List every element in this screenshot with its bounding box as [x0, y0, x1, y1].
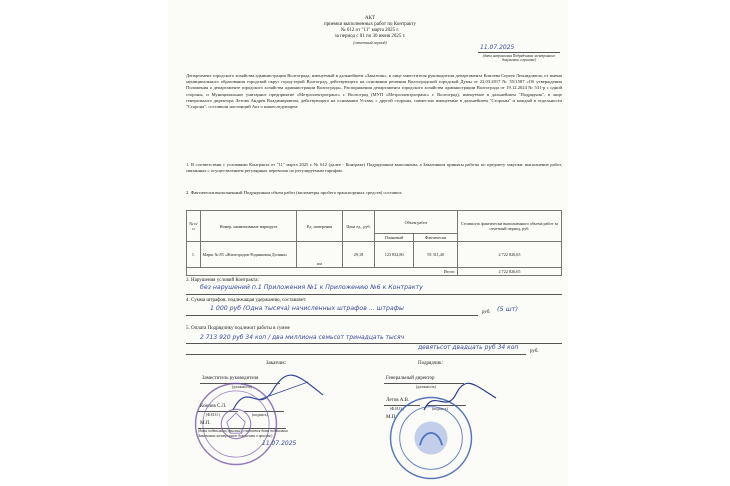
customer-heading: Заказчик: — [266, 361, 287, 366]
contractor-sign-note: (подпись) — [432, 407, 448, 411]
item-1: 1. В соответствии с условиями Контракта от "11" марта 2025 г. № 612 (далее - Контракт) Подрядчиком выполнены, а Заказчиком приняты работы по предмету закупки: выполнение работ, связанных с осуществлением регулярных перевозок по регулируемым тарифам. — [186, 162, 562, 174]
col-planned-header: Плановый — [375, 234, 414, 242]
col-num-header: № п/п — [187, 211, 201, 242]
customer-sign-note: (подпись) — [252, 413, 268, 417]
row-price: 29,18 — [343, 242, 375, 268]
row-name: Марш № 85 «Жилгородок-Родниковая Долина» — [201, 242, 297, 268]
customer-name-note: (Ф.И.О.) — [206, 413, 220, 417]
receipt-date-note: (дата направления Подрядчиком электронного документа о приемке) — [482, 54, 556, 63]
contractor-name-note: (Ф.И.О.) — [390, 407, 404, 411]
col-volume-header: Объем работ — [375, 211, 458, 234]
col-unit-header: Ед. измерения — [297, 211, 343, 242]
table-total-row — [187, 268, 562, 276]
col-actual-header: Фактически — [414, 234, 458, 242]
period-line: за период с 01 по 30 июня 2025 г. — [334, 34, 406, 39]
item-5-handwritten: 2 713 920 руб 34 коп / два миллиона семьсот тринадцать тысяч — [200, 334, 405, 341]
contractor-heading: Подрядчик: — [418, 361, 443, 366]
intro-paragraph: Департамент городского хозяйства администрации Волгограда, именуемый в дальнейшем «Заказчик», в лице заместителя руководителя департамента Комлева Сергея Леонидовича, от имени муниципального образования городской округ город-герой Волгоград, действующего на основании решения Волгоградской городской Думы от 22.03.2017 № 55/1587 «Об утверждении Положения о департаменте городского хозяйства администрации Волгограда», Распоряжения департамента городского хозяйства администрации Волгограда от 19.12.2024 № 531-р с одной стороны, и Муниципальное унитарное предприятие «Метроэлектротранс» г. Волгоград (МУП «Метроэлектротранс» г. Волгоград), именуемое в дальнейшем "Подрядчик", в лице генерального директора Летова Андрея Владимировича, действующего на основании Устава, с другой стороны, совместно именуемые в дальнейшем "Стороны" и каждый в отдельности "Сторона", составили настоящий Акт о нижеследующем: — [186, 73, 562, 110]
row-unit: км — [297, 242, 343, 268]
item-5-line-2 — [186, 354, 526, 355]
row-actual: 93 311,40 — [414, 242, 458, 268]
customer-signature — [228, 370, 328, 420]
customer-name: Комлев С.Л. — [200, 404, 227, 409]
customer-mp: М.П. — [200, 421, 211, 426]
item-4-handwritten: 1 000 руб (Одна тысяча) начисленных штрафов ... штрафы — [210, 305, 404, 312]
table-header-row — [187, 211, 562, 234]
total-label: Итого: — [187, 268, 458, 276]
item-3-label: 3. Нарушения условий Контракта: — [186, 278, 259, 283]
col-cost-header: Стоимость фактически выполненного объема работ за отчетный период, руб. — [458, 211, 562, 242]
row-num: 1. — [187, 242, 201, 268]
total-value: 2 722 826,65 — [458, 268, 562, 276]
receipt-date-handwritten: 11.07.2025 — [480, 44, 515, 51]
item-5-suffix: руб. — [530, 349, 539, 354]
act-subtitle: приемки выполненных работ по Контракту — [323, 22, 417, 27]
customer-date-note: (дата подписания (приемки), считается дата подписания Заказчиком электронного документа о приемке) — [198, 429, 288, 438]
table-row — [187, 242, 562, 268]
contractor-signature — [420, 380, 500, 420]
col-price-header: Цена ед., руб. — [343, 211, 375, 242]
act-title: АКТ — [365, 16, 375, 21]
contract-line: № 612 от "11" марта 2025 г. — [340, 28, 400, 33]
customer-date-handwritten: 11.07.2025 — [262, 440, 297, 447]
item-2: 2. Фактически выполненный Подрядчиком объем работ (километры пробега транспортных средств) составил: — [186, 190, 403, 195]
period-note: (отчетный период) — [353, 40, 387, 45]
row-planned: 123 832,80 — [375, 242, 414, 268]
customer-position-note: (должность) — [232, 385, 252, 389]
contractor-position-note: (должность) — [416, 385, 436, 389]
receipt-date-line — [478, 52, 560, 53]
contractor-name: Летов А.В. — [386, 398, 410, 403]
item-4-handwritten-count: (5 шт) — [497, 305, 519, 313]
col-name-header: Номер, наименование маршрута — [201, 211, 297, 242]
item-4-suffix: руб. — [482, 310, 491, 315]
item-5-handwritten-continued: девятьсот двадцать руб 34 коп — [418, 344, 519, 351]
customer-position: Заместитель руководителя — [202, 376, 259, 381]
row-cost: 2 722 826,65 — [458, 242, 562, 268]
item-3-handwritten: без нарушений п.1 Приложения №1 к Приложению №6 к Контракту — [200, 284, 423, 291]
item-3-line — [186, 294, 562, 295]
work-volume-table — [186, 210, 562, 276]
item-5-label: 5. Оплата Подрядчику подлежит работы в сумме — [186, 326, 290, 331]
item-4-line — [186, 315, 478, 316]
contractor-mp: М.П. — [386, 415, 397, 420]
item-4-label: 4. Сумма штрафов, подлежащая удержанию, составляет: — [186, 298, 307, 303]
contractor-position: Генеральный директор — [386, 376, 435, 381]
